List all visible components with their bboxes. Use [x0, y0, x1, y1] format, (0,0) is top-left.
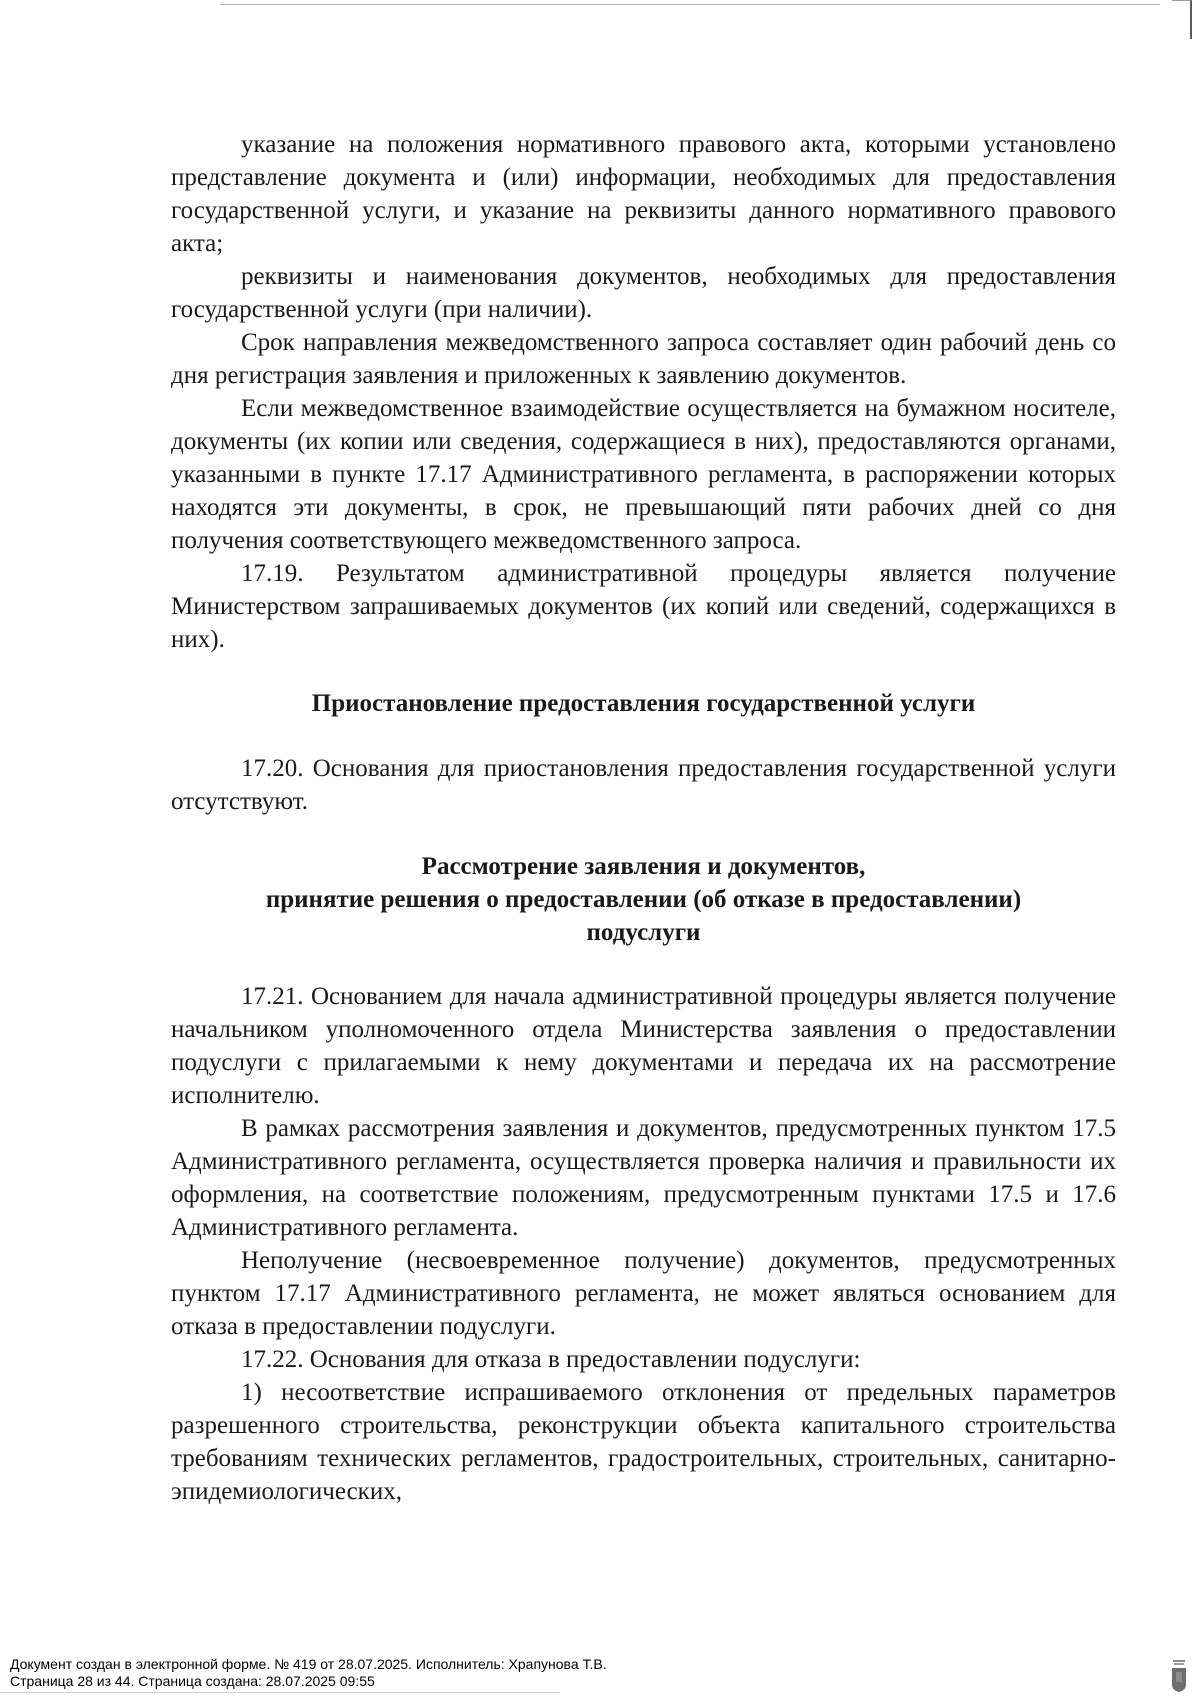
- section-heading-review-line-3: подуслуги: [586, 919, 701, 946]
- footer-page-info: Страница 28 из 44. Страница создана: 28.07.2025 09:55: [10, 1673, 375, 1689]
- scan-edge-line: [220, 4, 1160, 5]
- paragraph-17-20: 17.20. Основания для приостановления предоставления государственной услуги отсутствуют.: [171, 755, 1116, 815]
- paragraph-17-22: 17.22. Основания для отказа в предоставлении подуслуги:: [241, 1346, 861, 1373]
- section-heading-suspension: Приостановление предоставления государственной услуги: [311, 690, 976, 717]
- section-heading-review-line-1: Рассмотрение заявления и документов,: [421, 853, 866, 880]
- section-heading-review-line-2: принятие решения о предоставлении (об отказе в предоставлении): [265, 886, 1022, 913]
- paragraph-review-check: В рамках рассмотрения заявления и документов, предусмотренных пунктом 17.5 Административного регламента, осуществляется проверка наличия и правильности их оформления, на соответствие положениям, предусмотренным пунктами 17.5 и 17.6 Административного регламента.: [171, 1115, 1116, 1241]
- document-body: [171, 128, 1116, 1508]
- footer-divider: [0, 1692, 560, 1693]
- paragraph-17-21: 17.21. Основанием для начала административной процедуры является получение начальником уполномоченного отдела Министерства заявления о предоставлении подуслуги с прилагаемыми к нему документами и передача их на рассмотрение исполнителю.: [171, 983, 1116, 1109]
- footer-creation-info: Документ создан в электронной форме. № 419 от 28.07.2025. Исполнитель: Храпунова Т.В.: [10, 1656, 607, 1672]
- paragraph-request-deadline: Срок направления межведомственного запроса составляет один рабочий день со дня регистрация заявления и приложенных к заявлению документов.: [171, 329, 1116, 389]
- paragraph-17-19: 17.19. Результатом административной процедуры является получение Министерством запрашиваемых документов (их копий или сведений, содержащихся в них).: [171, 560, 1116, 653]
- coat-of-arms-icon: [1170, 1659, 1188, 1693]
- scan-corner-mark: [1172, 0, 1192, 39]
- paragraph-refusal-ground-1: 1) несоответствие испрашиваемого отклонения от предельных параметров разрешенного строительства, реконструкции объекта капитального строительства требованиям технических регламентов, градостроительных, строительных, санитарно-эпидемиологических,: [171, 1379, 1116, 1505]
- paragraph-requisites: реквизиты и наименования документов, необходимых для предоставления государственной услуги (при наличии).: [171, 263, 1116, 323]
- section-heading-review: [171, 850, 1116, 949]
- document-footer: [10, 1656, 1160, 1690]
- paragraph-legal-reference: указание на положения нормативного правового акта, которыми установлено представление документа и (или) информации, необходимых для предоставления государственной услуги, и указание на реквизиты данного нормативного правового акта;: [171, 131, 1116, 257]
- paragraph-paper-interaction: Если межведомственное взаимодействие осуществляется на бумажном носителе, документы (их копии или сведения, содержащиеся в них), предоставляются органами, указанными в пункте 17.17 Административного регламента, в распоряжении которых находятся эти документы, в срок, не превышающий пяти рабочих дней со дня получения соответствующего межведомственного запроса.: [171, 395, 1116, 554]
- paragraph-non-receipt: Неполучение (несвоевременное получение) документов, предусмотренных пунктом 17.17 Административного регламента, не может являться основанием для отказа в предоставлении подуслуги.: [171, 1247, 1116, 1340]
